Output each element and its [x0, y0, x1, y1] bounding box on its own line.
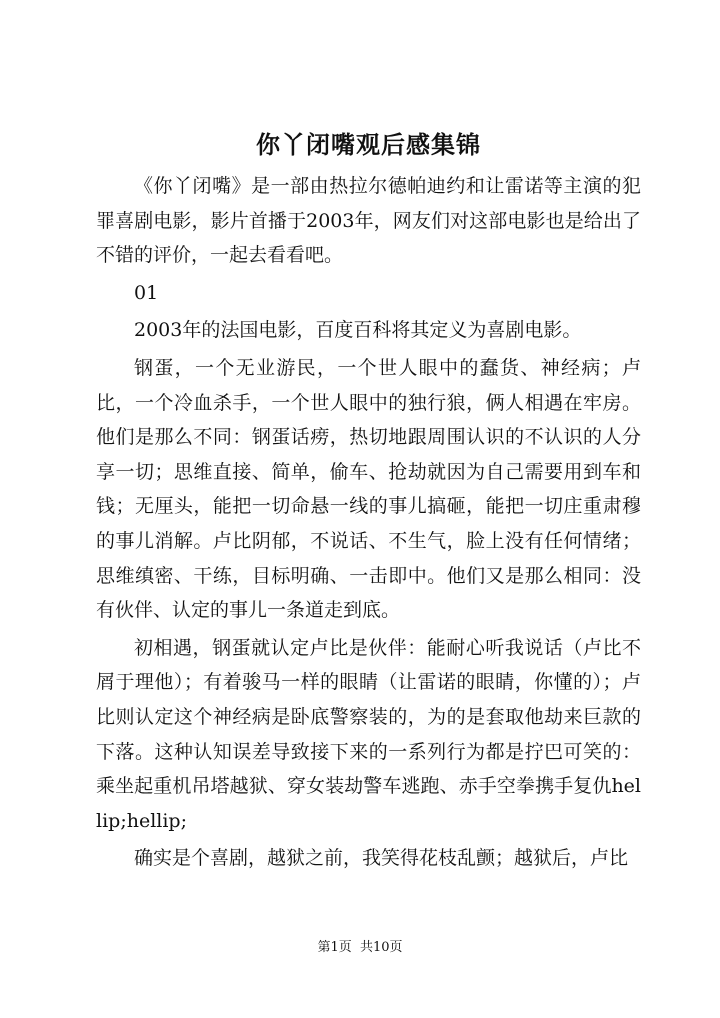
page-footer — [0, 938, 720, 958]
document-title: 你丫闭嘴观后感集锦 — [256, 130, 481, 159]
paragraph-intro: 《你丫闭嘴》是一部由热拉尔德帕迪约和让雷诺等主演的犯罪喜剧电影，影片首播于2003年，网友们对这部电影也是给出了不错的评价，一起去看看吧。 — [96, 175, 641, 267]
document-page — [96, 125, 641, 876]
footer-page-total: 10 — [373, 940, 390, 955]
paragraph-section-number: 01 — [134, 281, 159, 304]
footer-page-prefix: 第 — [317, 940, 331, 955]
paragraph-first-meeting: 初相遇，钢蛋就认定卢比是伙伴：能耐心听我说话（卢比不屑于理他）；有着骏马一样的眼睛（让雷诺的眼睛，你懂的）；卢比则认定这个神经病是卧底警察装的，为的是套取他劫来巨款的下落。这种认知误差导致接下来的一系列行为都是拧巴可笑的：乘坐起重机吊塔越狱、穿女装劫警车逃跑、赤手空拳携手复仇hellip;hellip; — [96, 636, 641, 832]
footer-page-current: 1 — [330, 940, 339, 955]
paragraph-film-definition: 2003年的法国电影，百度百科将其定义为喜剧电影。 — [134, 319, 582, 342]
paragraph-characters: 钢蛋，一个无业游民，一个世人眼中的蠢货、神经病；卢比，一个冷血杀手，一个世人眼中的独行狼，俩人相遇在牢房。他们是那么不同：钢蛋话痨，热切地跟周围认识的不认识的人分享一切；思维直接、简单，偷车、抢劫就因为自己需要用到车和钱；无厘头，能把一切命悬一线的事儿搞砸，能把一切庄重肃穆的事儿消解。卢比阴郁，不说话、不生气，脸上没有任何情绪；思维缜密、干练，目标明确、一击即中。他们又是那么相同：没有伙伴、认定的事儿一条道走到底。 — [96, 356, 641, 622]
footer-page-suffix: 页 — [389, 940, 403, 955]
paragraph-comedy: 确实是个喜剧，越狱之前，我笑得花枝乱颤；越狱后，卢比 — [134, 847, 629, 870]
footer-page-mid: 页 共 — [338, 940, 373, 955]
